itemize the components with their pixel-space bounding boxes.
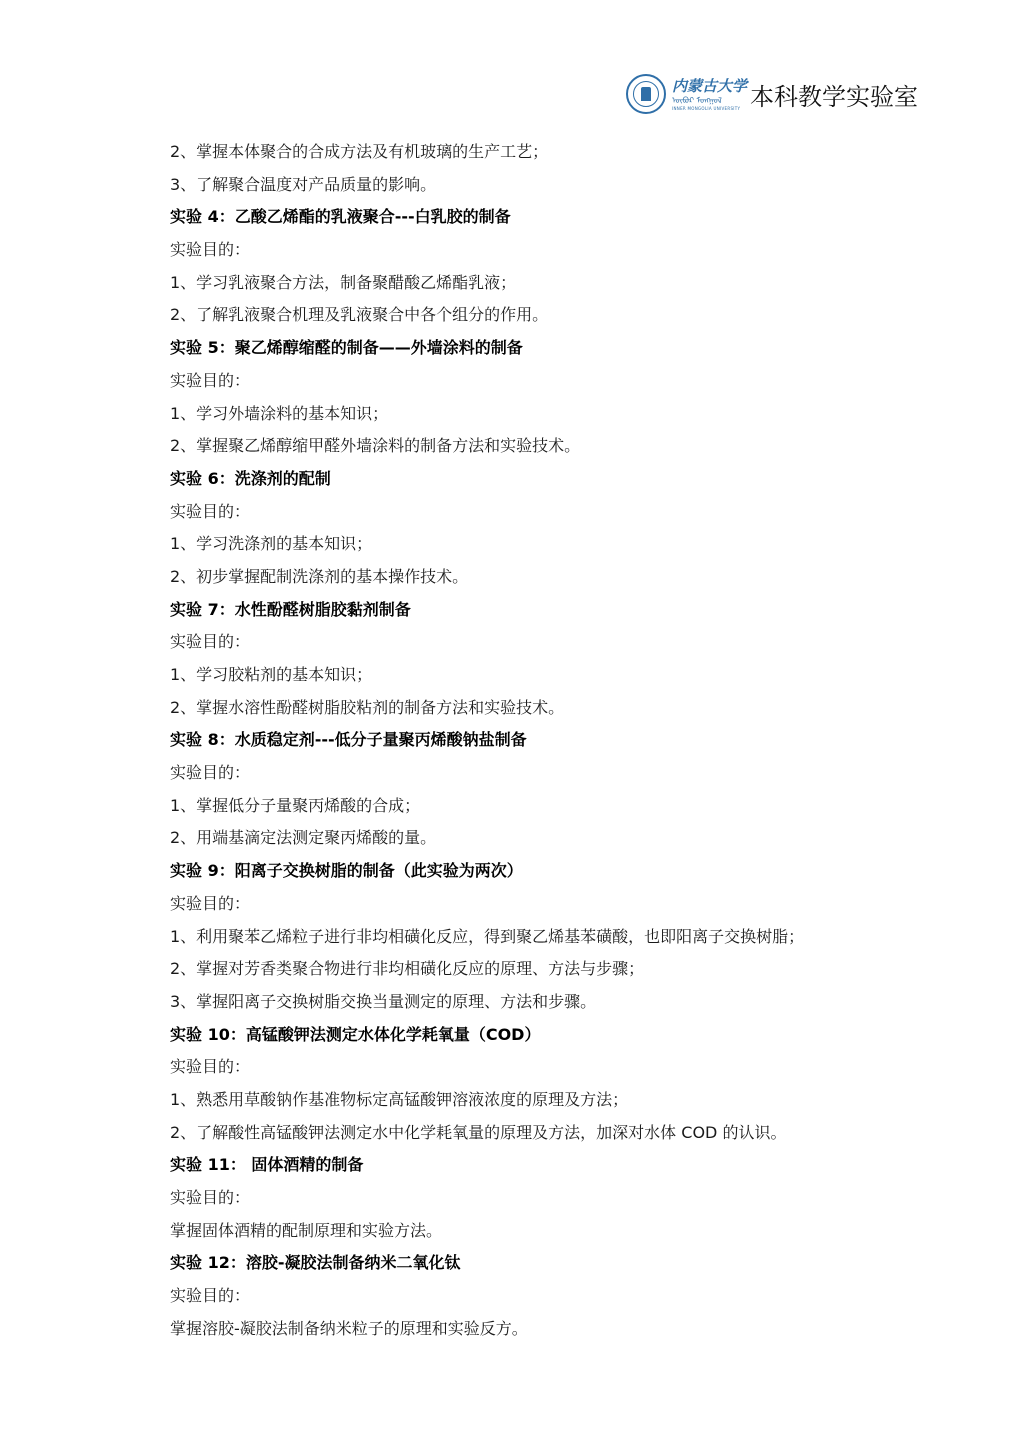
text-line: 3、掌握阳离子交换树脂交换当量测定的原理、方法和步骤。 — [170, 991, 597, 1011]
text-line: 实验目的： — [170, 1286, 251, 1306]
text-line: 1、学习洗涤剂的基本知识； — [170, 534, 373, 554]
text-line: 2、用端基滴定法测定聚丙烯酸的量。 — [170, 828, 437, 848]
text-line: 2、掌握本体聚合的合成方法及有机玻璃的生产工艺； — [170, 142, 549, 161]
text-line: 实验目的： — [170, 893, 251, 913]
text-line: 实验目的： — [170, 1057, 251, 1077]
text-line: 1、学习外墙涂料的基本知识； — [170, 403, 389, 423]
text-line: 1、利用聚苯乙烯粒子进行非均相磺化反应，得到聚乙烯基苯磺酸，也即阳离子交换树脂； — [170, 926, 805, 946]
text-line: 实验目的： — [170, 501, 251, 521]
logo-mongolian: ᠦᠪᠦᠷ ᠮᠣᠩᠭᠣᠯ — [672, 95, 722, 105]
text-line: 1、学习乳液聚合方法，制备聚醋酸乙烯酯乳液； — [170, 272, 517, 292]
text-line: 实验目的： — [170, 370, 251, 390]
text-line: 1、熟悉用草酸钠作基准物标定高锰酸钾溶液浓度的原理及方法； — [170, 1089, 629, 1109]
experiment-heading: 实验 9：阳离子交换树脂的制备（此实验为两次） — [170, 861, 523, 881]
text-line: 3、了解聚合温度对产品质量的影响。 — [170, 174, 437, 194]
university-logo — [672, 78, 748, 111]
text-line: 2、掌握对芳香类聚合物进行非均相磺化反应的原理、方法与步骤； — [170, 959, 645, 979]
text-line: 2、初步掌握配制洗涤剂的基本操作技术。 — [170, 566, 469, 586]
experiment-heading: 实验 12：溶胶-凝胶法制备纳米二氧化钛 — [170, 1253, 461, 1273]
experiment-heading: 实验 7：水性酚醛树脂胶黏剂制备 — [170, 599, 411, 619]
text-line: 掌握固体酒精的配制原理和实验方法。 — [170, 1220, 443, 1240]
text-line: 1、掌握低分子量聚丙烯酸的合成； — [170, 795, 421, 815]
text-line: 实验目的： — [170, 1188, 251, 1207]
text-line: 实验目的： — [170, 763, 251, 783]
text-line: 2、了解乳液聚合机理及乳液聚合中各个组分的作用。 — [170, 305, 549, 325]
text-line: 2、了解酸性高锰酸钾法测定水中化学耗氧量的原理及方法，加深对水体 COD 的认识。 — [170, 1122, 787, 1142]
logo-english: INNER MONGOLIA UNIVERSITY — [672, 105, 741, 111]
experiment-heading: 实验 10：高锰酸钾法测定水体化学耗氧量（COD） — [170, 1024, 541, 1044]
text-line: 1、学习胶粘剂的基本知识； — [170, 665, 373, 684]
experiment-heading: 实验 6：洗涤剂的配制 — [170, 468, 331, 488]
university-seal-icon — [626, 74, 666, 114]
text-line: 2、掌握水溶性酚醛树脂胶粘剂的制备方法和实验技术。 — [170, 697, 565, 717]
page-header — [626, 70, 916, 118]
experiment-heading: 实验 11： 固体酒精的制备 — [170, 1155, 364, 1175]
text-line: 实验目的： — [170, 632, 251, 652]
text-line: 实验目的： — [170, 240, 251, 260]
lab-title: 本科教学实验室 — [750, 82, 918, 111]
experiment-heading: 实验 5：聚乙烯醇缩醛的制备——外墙涂料的制备 — [170, 338, 523, 358]
logo-script: 内蒙古大学 — [672, 76, 748, 95]
experiment-heading: 实验 4：乙酸乙烯酯的乳液聚合---白乳胶的制备 — [170, 207, 511, 227]
experiment-heading: 实验 8：水质稳定剂---低分子量聚丙烯酸钠盐制备 — [170, 730, 527, 750]
text-line: 2、掌握聚乙烯醇缩甲醛外墙涂料的制备方法和实验技术。 — [170, 436, 581, 456]
text-line: 掌握溶胶-凝胶法制备纳米粒子的原理和实验反方。 — [170, 1318, 528, 1338]
document-body — [170, 136, 910, 1345]
